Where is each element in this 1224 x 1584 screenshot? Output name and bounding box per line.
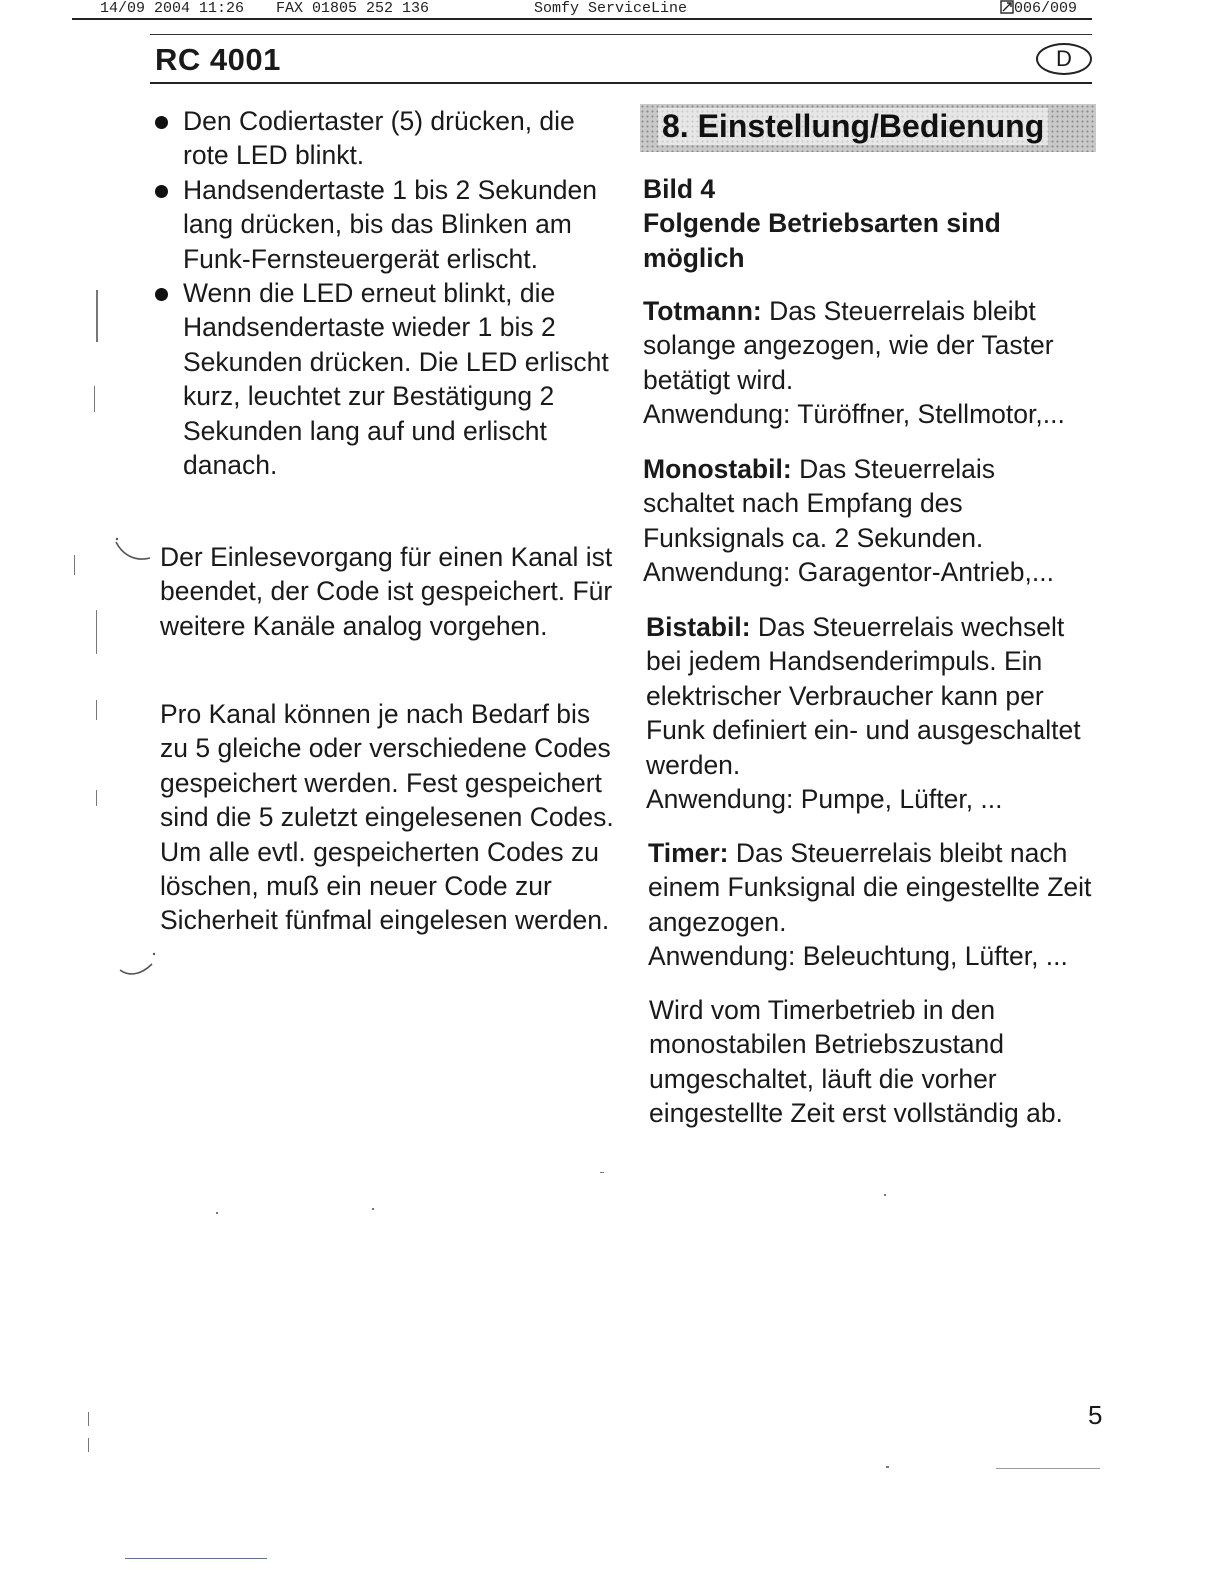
figure-label: Bild 4 — [643, 174, 716, 204]
scan-artifact — [96, 790, 97, 806]
mode-usage: Anwendung: Türöffner, Stellmotor,... — [643, 399, 1065, 430]
mode-description: Das Steuerrelais wechselt bei jedem Handsenderimpuls. Ein elektrischer Verbraucher kann per Funk definiert ein- und ausgeschaltet werden. — [646, 612, 1081, 780]
note-code-storage — [160, 697, 615, 938]
fax-header-rule — [72, 18, 1092, 20]
scan-artifact — [216, 1212, 218, 1214]
scan-artifact — [96, 700, 97, 720]
fax-page-icon — [1000, 0, 1014, 14]
mode-item — [643, 294, 1103, 432]
bullet-text: Handsendertaste 1 bis 2 Sekunden lang drücken, bis das Blinken am Funk-Fernsteuergerät erlischt. — [183, 174, 597, 274]
mode-item — [648, 836, 1098, 974]
bullet-icon — [155, 116, 168, 129]
bullet-icon — [155, 288, 168, 301]
left-column — [155, 104, 625, 482]
mode-description: Das Steuerrelais schaltet nach Empfang des Funksignals ca. 2 Sekunden. — [643, 454, 995, 553]
section-heading-text: 8. Einstellung/Bedienung — [658, 108, 1048, 145]
note-channel-complete — [160, 540, 620, 643]
mode-term: Bistabil: — [646, 612, 751, 642]
header-rule-top — [150, 34, 1092, 35]
scan-artifact — [74, 555, 75, 575]
document-title: RC 4001 — [155, 42, 281, 77]
mode-term: Totmann: — [643, 296, 762, 326]
intro-block — [643, 172, 1103, 275]
scan-artifact — [88, 1412, 89, 1426]
fax-page-counter: 006/009 — [1014, 0, 1078, 17]
section-heading — [640, 104, 1096, 152]
scan-artifact — [94, 386, 95, 412]
mode-usage: Anwendung: Pumpe, Lüfter, ... — [646, 784, 1003, 815]
modes-intro: Folgende Betriebsarten sind möglich — [643, 208, 1001, 273]
fax-page-counter-wrap — [1000, 0, 1077, 17]
mode-item — [646, 610, 1096, 816]
hand-mark-icon — [118, 940, 160, 980]
bullet-text: Den Codiertaster (5) drücken, die rote LED blinkt. — [183, 106, 575, 171]
scan-artifact — [884, 1194, 886, 1196]
scan-artifact — [96, 290, 98, 342]
header-rule-bottom — [150, 82, 1092, 84]
fax-sender: Somfy ServiceLine — [534, 0, 688, 17]
scan-artifact — [886, 1466, 889, 1468]
fax-number: FAX 01805 252 136 — [276, 0, 430, 17]
scan-artifact — [600, 1172, 604, 1173]
mode-term: Timer: — [648, 838, 729, 868]
closing-text: Wird vom Timerbetrieb in den monostabilen Betriebszustand umgeschaltet, läuft die vorher eingestellte Zeit erst vollständig ab. — [649, 995, 1063, 1129]
footer-rule — [125, 1558, 267, 1559]
fax-datetime: 14/09 2004 11:26 — [100, 0, 245, 17]
scan-artifact — [88, 1438, 89, 1452]
bullet-item — [155, 104, 603, 173]
bullet-icon — [155, 185, 168, 198]
bullet-item — [155, 276, 613, 482]
bullet-text: Wenn die LED erneut blinkt, die Handsendertaste wieder 1 bis 2 Sekunden drücken. Die LED erlischt kurz, leuchtet zur Bestätigung 2 Sekunden lang auf und erlischt danach. — [183, 278, 609, 481]
bullet-item — [155, 173, 613, 276]
note-text: Der Einlesevorgang für einen Kanal ist beendet, der Code ist gespeichert. Für weitere Kanäle analog vorgehen. — [160, 542, 613, 641]
mode-usage: Anwendung: Beleuchtung, Lüfter, ... — [648, 941, 1068, 972]
scan-artifact — [372, 1208, 374, 1210]
mode-term: Monostabil: — [643, 454, 792, 484]
note-text: Pro Kanal können je nach Bedarf bis zu 5 gleiche oder verschiedene Codes gespeichert werden. Fest gespeichert sind die 5 zuletzt eingelesenen Codes. Um alle evtl. gespeicherten Codes zu löschen, muß ein neuer Code zur Sicherheit fünfmal eingelesen werden. — [160, 699, 614, 936]
language-badge: D — [1036, 43, 1092, 75]
mode-description: Das Steuerrelais bleibt nach einem Funksignal die eingestellte Zeit angezogen. — [648, 838, 1092, 937]
mode-usage: Anwendung: Garagentor-Antrieb,... — [643, 557, 1054, 588]
scan-artifact — [996, 1468, 1100, 1469]
closing-note — [649, 993, 1094, 1131]
fax-header — [100, 0, 1090, 18]
mode-item — [643, 452, 1088, 590]
page-number: 5 — [1088, 1400, 1103, 1430]
scan-artifact — [96, 610, 97, 654]
hand-mark-icon — [112, 536, 158, 572]
mode-description: Das Steuerrelais bleibt solange angezogen, wie der Taster betätigt wird. — [643, 296, 1054, 395]
